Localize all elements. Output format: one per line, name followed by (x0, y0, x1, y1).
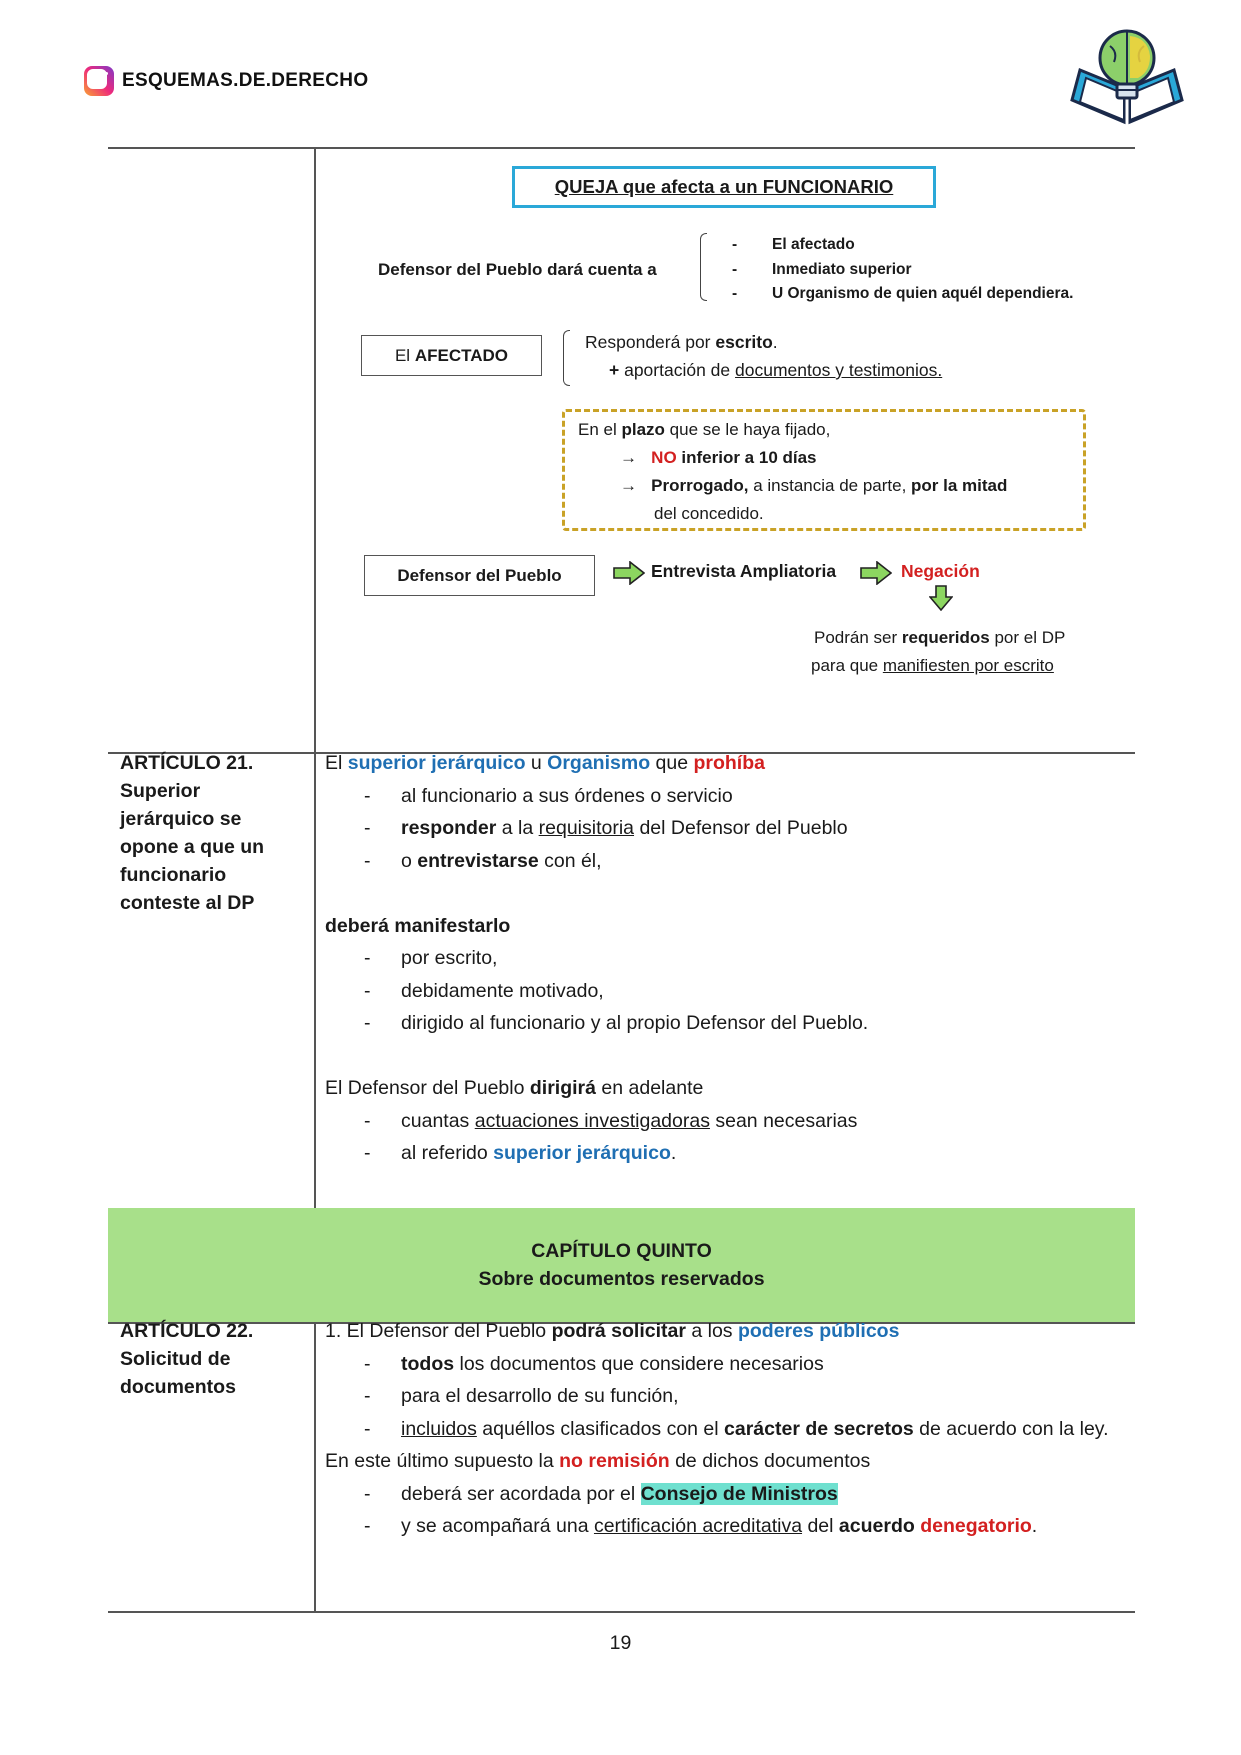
art22-p2 (325, 1445, 1130, 1478)
brain-lightbulb-book-icon (1066, 22, 1188, 126)
diagram-title (512, 166, 936, 208)
list-item (325, 812, 1130, 845)
t: . (670, 1142, 677, 1164)
list-item (325, 845, 1130, 878)
defensor-cuenta-label: Defensor del Pueblo dará cuenta a (378, 260, 657, 279)
arrow-right-icon: → (620, 476, 637, 495)
t: del Defensor del Pueblo (634, 817, 848, 839)
cuenta-item: U Organismo de quien aquél dependiera. (772, 285, 1074, 302)
list-item (325, 1137, 1130, 1170)
art21-p1 (325, 747, 1130, 780)
art21-body (325, 747, 1130, 1170)
plus-sign: + (609, 360, 620, 380)
chapter-band (108, 1208, 1135, 1322)
plazo-post: que se le haya fijado, (664, 420, 831, 439)
arrow-right-icon (860, 561, 892, 585)
plazo-item2-line2: del concedido. (654, 504, 764, 523)
t: de dichos documentos (669, 1450, 871, 1472)
afectado-pre: El (394, 345, 411, 365)
requeridos-line2-u: manifiesten por escrito (882, 656, 1054, 675)
requeridos-line2-pre: para que (811, 656, 883, 675)
t: superior jerárquico (347, 752, 526, 774)
art22-p1 (325, 1315, 1130, 1348)
art22-body (325, 1315, 1130, 1543)
aportacion-pre: aportación de (619, 360, 736, 380)
requeridos-post: por el DP (989, 628, 1066, 647)
aportacion-underline: documentos y testimonios. (735, 360, 943, 380)
t: carácter de secretos (724, 1417, 914, 1440)
t: 1. El Defensor del Pueblo (325, 1320, 552, 1342)
aportacion-line (609, 356, 942, 384)
art21-label-line: conteste al DP (120, 892, 255, 914)
t: El (325, 752, 348, 774)
instagram-icon (84, 66, 114, 96)
brand[interactable] (84, 66, 368, 96)
list-item (325, 942, 1130, 975)
art21-label-line: funcionario (120, 864, 227, 886)
list-item (325, 1413, 1130, 1446)
t: los documentos que considere necesarios (454, 1352, 824, 1375)
dp-box-text: Defensor del Pueblo (397, 565, 562, 585)
requeridos-bold: requeridos (901, 628, 990, 647)
t: denegatorio (920, 1515, 1032, 1537)
t: con él, (538, 849, 602, 872)
t: deberá manifestarlo (325, 914, 511, 937)
t: . (1031, 1515, 1038, 1537)
t: dirigido al funcionario y al propio Defensor del Pueblo. (401, 1012, 869, 1034)
art22-label-line: ARTÍCULO 22. (120, 1320, 254, 1342)
t: En este último supuesto la (325, 1450, 560, 1472)
t: y se acompañará una (401, 1515, 594, 1537)
t: de acuerdo con la ley. (913, 1417, 1109, 1440)
t: u (525, 752, 548, 774)
art21-label-line: opone a que un (120, 836, 265, 858)
t: del (802, 1515, 839, 1537)
t: Consejo de Ministros (640, 1482, 838, 1505)
brace (700, 233, 707, 301)
t: a la (496, 817, 539, 839)
arrow-down-icon (929, 585, 953, 611)
t: por escrito, (401, 947, 498, 969)
table-bottom-border (108, 1611, 1135, 1613)
responde-bold: escrito (715, 332, 773, 352)
plazo-item1 (620, 444, 817, 472)
chapter-subtitle: Sobre documentos reservados (478, 1268, 765, 1290)
t: superior jerárquico (493, 1142, 671, 1164)
plazo-bold: plazo (621, 420, 665, 439)
negacion-label: Negación (901, 561, 980, 581)
art21-label-line: jerárquico se (120, 808, 242, 830)
responde-line (585, 328, 778, 356)
page-number: 19 (609, 1632, 632, 1654)
requeridos-pre: Podrán ser (814, 628, 902, 647)
t: todos (401, 1352, 455, 1375)
chapter-title: CAPÍTULO QUINTO (531, 1240, 712, 1262)
plazo-inferior: inferior a 10 días (676, 448, 817, 467)
t: incluidos (401, 1417, 477, 1440)
plazo-mitad: por la mitad (911, 476, 1008, 495)
entrevista-label: Entrevista Ampliatoria (651, 561, 837, 581)
t: debidamente motivado, (401, 979, 604, 1002)
t: certificación acreditativa (593, 1515, 803, 1537)
t: que (650, 752, 694, 774)
t: en adelante (595, 1077, 704, 1099)
plazo-prorrogado: Prorrogado, (651, 476, 749, 495)
brace (563, 330, 570, 386)
afectado-bold: AFECTADO (414, 345, 509, 365)
requeridos-line1 (814, 624, 1065, 652)
list-item (325, 1510, 1130, 1543)
cuenta-item: Inmediato superior (772, 260, 912, 278)
cuenta-item: El afectado (772, 236, 855, 253)
art21-label-line: ARTÍCULO 21. (120, 752, 254, 774)
list-item (325, 1380, 1130, 1413)
afectado-box (361, 335, 542, 376)
t: El Defensor del Pueblo (325, 1077, 530, 1099)
t: entrevistarse (417, 849, 539, 872)
brand-text: ESQUEMAS.DE.DERECHO (122, 70, 369, 91)
t: actuaciones investigadoras (474, 1109, 710, 1132)
list-item (325, 1105, 1130, 1138)
requeridos-line2 (811, 652, 1054, 680)
t: sean necesarias (709, 1109, 858, 1132)
art21-p3 (325, 1072, 1130, 1105)
t: aquéllos clasificados con el (476, 1417, 725, 1440)
t: a los (685, 1320, 738, 1342)
arrow-right-icon (613, 561, 645, 585)
cuenta-list: - El afectado - Inmediato superior - U Organismo de quien aquél dependiera. (732, 236, 1074, 302)
t: para el desarrollo de su función, (401, 1385, 679, 1407)
art21-p2 (325, 910, 1130, 943)
plazo-line1 (578, 416, 830, 444)
list-item (325, 780, 1130, 813)
t: acuerdo (838, 1515, 915, 1537)
arrow-right-icon: → (620, 448, 637, 467)
t: o (401, 849, 418, 872)
column-divider (314, 147, 316, 1209)
plazo-pre: En el (578, 420, 622, 439)
t: dirigirá (529, 1077, 596, 1099)
list-item (325, 1348, 1130, 1381)
t: podrá solicitar (551, 1320, 686, 1342)
art22-label-line: Solicitud de (120, 1348, 231, 1370)
t: al referido (401, 1142, 494, 1164)
art21-label-line: Superior (120, 780, 201, 802)
t: al funcionario a sus órdenes o servicio (401, 784, 733, 807)
column-divider (314, 1322, 316, 1612)
t: requisitoria (538, 817, 635, 839)
art21-label (120, 749, 264, 917)
table-top-border (108, 147, 1135, 149)
plazo-instancia: a instancia de parte, (748, 476, 912, 495)
t: Organismo (547, 752, 651, 774)
t: deberá ser acordada por el (401, 1482, 641, 1505)
t: no remisión (559, 1450, 670, 1472)
responde-post: . (772, 332, 778, 352)
list-item (325, 1478, 1130, 1511)
diagram-title-text: QUEJA que afecta a un FUNCIONARIO (554, 176, 894, 197)
t: responder (401, 817, 497, 839)
art22-label-line: documentos (120, 1376, 236, 1398)
t: prohíba (693, 752, 765, 774)
t: poderes públicos (737, 1320, 900, 1342)
responde-pre: Responderá por (585, 332, 716, 352)
list-item (325, 975, 1130, 1008)
art22-label (120, 1317, 253, 1401)
dp-box (364, 555, 595, 596)
plazo-item2 (620, 472, 1007, 500)
plazo-no: NO (651, 448, 677, 467)
list-item (325, 1007, 1130, 1040)
t: cuantas (401, 1109, 475, 1132)
